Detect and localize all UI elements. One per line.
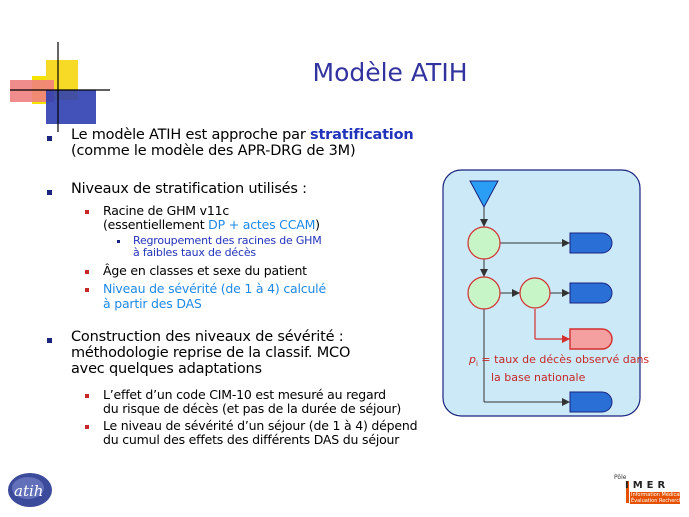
atih-logo-text: atih bbox=[14, 482, 44, 500]
imer-logo-subtitle bbox=[631, 492, 685, 504]
bullet-3-line-3: avec quelques adaptations bbox=[71, 361, 262, 377]
output-4 bbox=[570, 392, 612, 412]
stratification-keyword: stratification bbox=[310, 127, 414, 143]
bullet-2-line-1: Niveaux de stratification utilisés : bbox=[71, 181, 307, 197]
node-2 bbox=[468, 277, 500, 309]
pi-symbol: p bbox=[469, 353, 476, 366]
node-1 bbox=[468, 227, 500, 259]
pi-legend bbox=[469, 353, 649, 384]
corner-decoration bbox=[10, 42, 110, 132]
sub-bullet-marker bbox=[85, 425, 89, 429]
bullet-2-sub-3-line-2: à partir des DAS bbox=[103, 296, 202, 311]
bullet-3-line-2: méthodologie reprise de la classif. MCO bbox=[71, 345, 351, 361]
sub-sub-bullet-marker bbox=[117, 240, 120, 243]
output-1 bbox=[570, 233, 612, 253]
bullet-1-line-1 bbox=[71, 128, 413, 143]
bullet-3-sub-2-line-1: Le niveau de sévérité d’un séjour (de 1 à 4) dépend bbox=[103, 418, 418, 433]
output-3 bbox=[570, 329, 612, 349]
text-span: ) bbox=[315, 217, 320, 232]
imer-sub-2: Évaluation Recherche bbox=[631, 498, 686, 504]
bullet-1-line-2: (comme le modèle des APR-DRG de 3M) bbox=[71, 143, 356, 159]
bullet-2-sub-1-sub-line-2: à faibles taux de décès bbox=[133, 246, 256, 259]
node-3 bbox=[520, 278, 550, 308]
pi-legend-line-1 bbox=[469, 353, 649, 371]
bullet-3-sub-1-line-2: du risque de décès (et pas de la durée de séjour) bbox=[103, 401, 402, 416]
bullet-2-sub-1-line-1: Racine de GHM v11c bbox=[103, 203, 230, 218]
sub-bullet-marker bbox=[85, 270, 89, 274]
sub-bullet-marker bbox=[85, 288, 89, 292]
bullet-2-sub-2: Âge en classes et sexe du patient bbox=[103, 263, 307, 278]
pi-subscript: i bbox=[475, 360, 478, 369]
bullet-marker bbox=[47, 338, 52, 343]
imer-logo-text: IMER bbox=[625, 480, 670, 491]
bullet-marker bbox=[47, 190, 52, 195]
pi-text-1: = taux de décès observé dans bbox=[477, 353, 650, 366]
output-2 bbox=[570, 283, 612, 303]
atih-logo bbox=[6, 471, 54, 509]
sub-bullet-marker bbox=[85, 210, 89, 214]
bullet-2-sub-1-sub-line-1: Regroupement des racines de GHM bbox=[133, 234, 322, 247]
bullet-2-sub-3-line-1: Niveau de sévérité (de 1 à 4) calculé bbox=[103, 281, 326, 296]
bullet-3-line-1: Construction des niveaux de sévérité : bbox=[71, 329, 344, 345]
sub-bullet-marker bbox=[85, 394, 89, 398]
bullet-marker bbox=[47, 136, 52, 141]
bullet-3-sub-2-line-2: du cumul des effets des différents DAS du séjour bbox=[103, 432, 400, 447]
bullet-3-sub-1-line-1: L’effet d’un code CIM-10 est mesuré au regard bbox=[103, 387, 386, 402]
bullet-2-sub-1-line-2 bbox=[103, 218, 320, 232]
imer-sub-1: Information Médicale bbox=[631, 492, 684, 498]
dp-ccam-text: DP + actes CCAM bbox=[208, 217, 316, 232]
text-span: (essentiellement bbox=[103, 217, 209, 232]
bullet-1-text: Le modèle ATIH est approche par bbox=[71, 127, 311, 143]
pi-legend-line-2: la base nationale bbox=[491, 371, 586, 385]
page-title: Modèle ATIH bbox=[312, 58, 468, 87]
imer-logo-pole: Pôle bbox=[614, 474, 627, 481]
